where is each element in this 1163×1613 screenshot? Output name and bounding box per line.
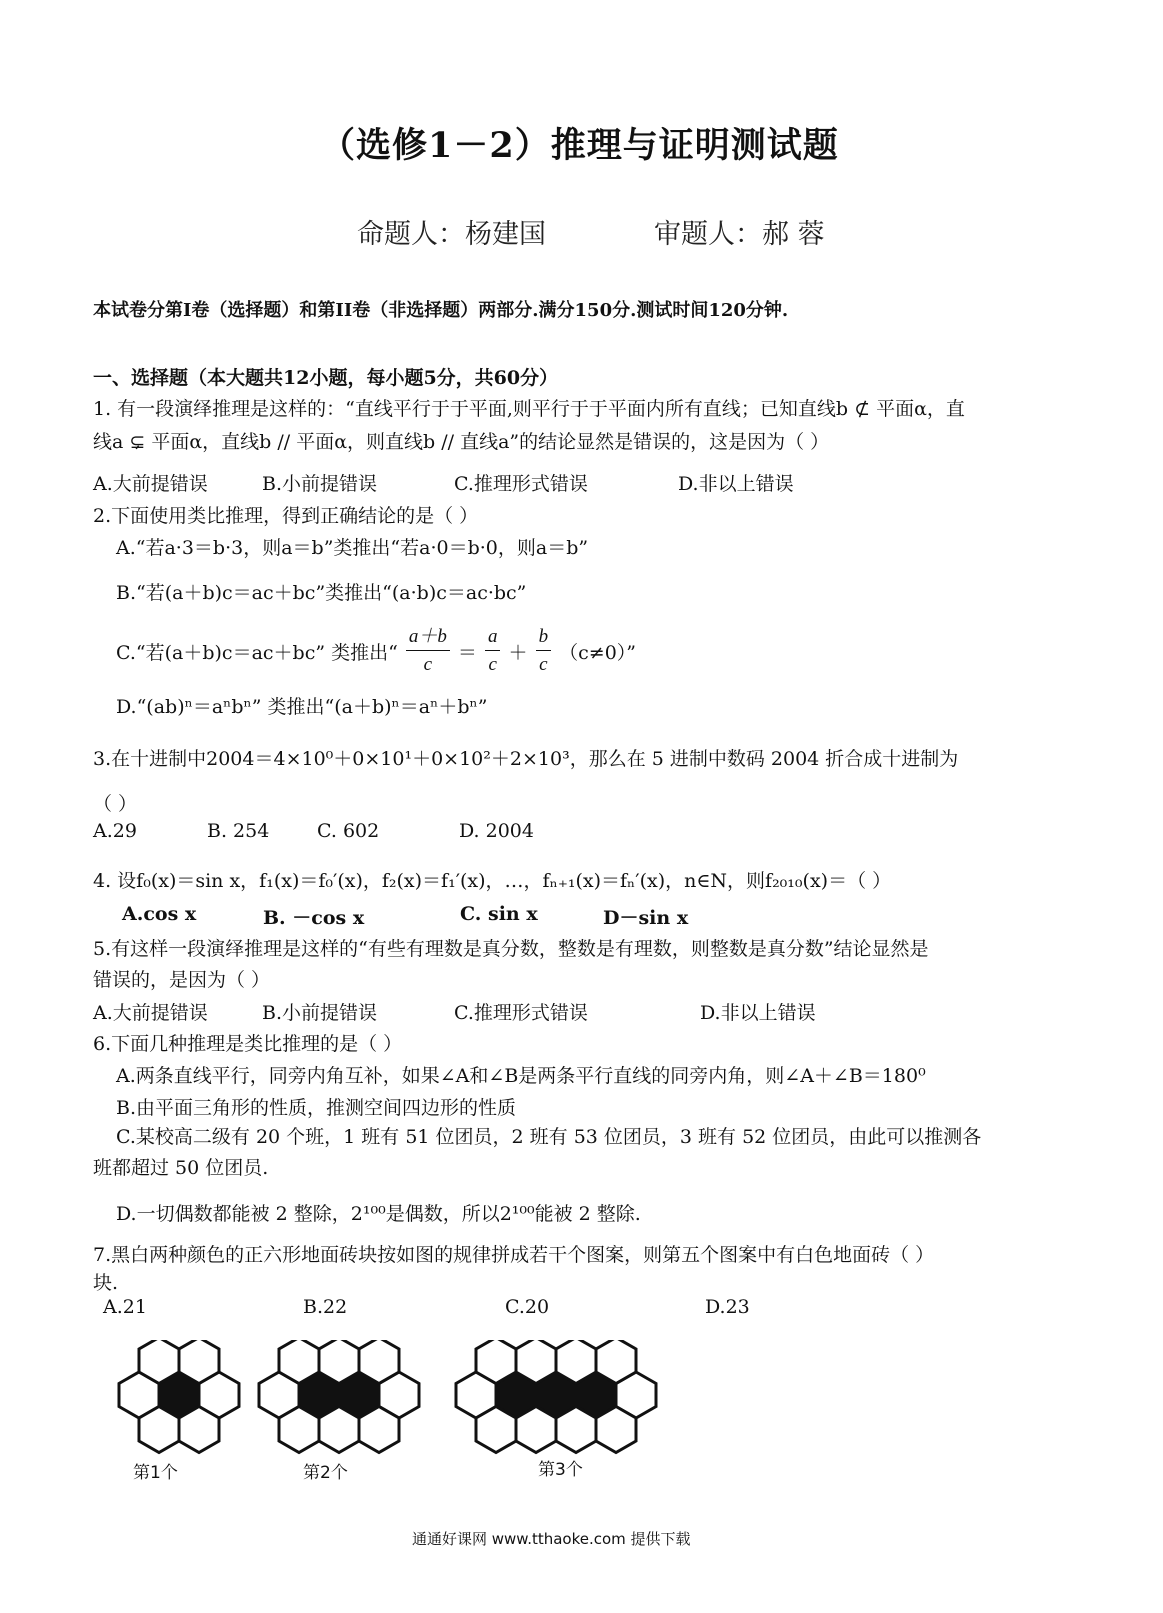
q2-c-prefix: C.“若(a＋b)c＝ac＋bc” 类推出“: [116, 642, 398, 664]
q2-c-suffix: （c≠0）”: [559, 642, 637, 664]
q7-line1: 7.黑白两种颜色的正六形地面砖块按如图的规律拼成若干个图案，则第五个图案中有白色地面砖（ ）: [93, 1244, 935, 1266]
q6-option-c-line1: C.某校高二级有 20 个班，1 班有 51 位团员，2 班有 53 位团员，3 班有 52 位团员，由此可以推测各: [116, 1126, 982, 1148]
section-heading: 一、选择题（本大题共12小题，每小题5分，共60分）: [93, 367, 559, 389]
white-hexagon-tile: [179, 1340, 219, 1384]
q7-option-a: A.21: [103, 1296, 147, 1318]
plus-sign: ＋: [508, 642, 528, 664]
q3-option-d: D. 2004: [459, 820, 534, 842]
q4-stem: 4. 设f₀(x)＝sin x，f₁(x)＝f₀′(x)，f₂(x)＝f₁′(x)，…，fₙ₊₁(x)＝fₙ′(x)，n∈N，则f₂₀₁₀(x)＝（ ）: [93, 870, 892, 892]
q4-option-c: C. sin x: [460, 903, 538, 925]
white-hexagon-tile: [319, 1340, 359, 1384]
white-hexagon-tile: [139, 1407, 179, 1453]
q1-option-d: D.非以上错误: [678, 473, 794, 495]
q6-option-c-line2: 班都超过 50 位团员.: [93, 1157, 269, 1179]
q6-stem: 6.下面几种推理是类比推理的是（ ）: [93, 1033, 403, 1055]
figure-caption-3: 第3个: [538, 1460, 583, 1480]
q3-option-c: C. 602: [317, 820, 380, 842]
q1-line1: 1. 有一段演绎推理是这样的：“直线平行于于平面,则平行于于平面内所有直线；已知直线b ⊄ 平面α，直: [93, 398, 965, 420]
q2-stem: 2.下面使用类比推理，得到正确结论的是（ ）: [93, 505, 479, 527]
reviewer-name: 审题人：郝 蓉: [654, 219, 825, 250]
q7-line2: 块.: [93, 1272, 119, 1294]
fraction-denominator: c: [488, 654, 497, 675]
q6-option-a: A.两条直线平行，同旁内角互补，如果∠A和∠B是两条平行直线的同旁内角，则∠A＋∠B＝180⁰: [116, 1065, 926, 1087]
equals-sign: ＝: [457, 642, 477, 664]
white-hexagon-tile: [179, 1407, 219, 1453]
fraction-numerator: a: [485, 624, 501, 651]
q1-line2: 线a ⊊ 平面α，直线b // 平面α，则直线b // 直线a”的结论显然是错误的，这是因为（ ）: [93, 431, 830, 453]
q1-option-c: C.推理形式错误: [454, 473, 588, 495]
fraction-denominator: c: [539, 654, 548, 675]
white-hexagon-tile: [476, 1407, 516, 1453]
tile-pattern-2: [259, 1340, 419, 1453]
q7-option-c: C.20: [505, 1296, 550, 1318]
page-footer: 通通好课网 www.tthaoke.com 提供下载: [412, 1530, 691, 1548]
q5-line2: 错误的，是因为（ ）: [93, 969, 271, 991]
white-hexagon-tile: [516, 1407, 556, 1453]
fraction: [406, 624, 450, 679]
white-hexagon-tile: [139, 1340, 179, 1384]
hexagon-tile-figures: [95, 1340, 695, 1490]
white-hexagon-tile: [596, 1340, 636, 1384]
tile-pattern-1: [119, 1340, 239, 1453]
tile-pattern-3: [456, 1340, 656, 1453]
white-hexagon-tile: [516, 1340, 556, 1384]
white-hexagon-tile: [279, 1340, 319, 1384]
q6-option-b: B.由平面三角形的性质，推测空间四边形的性质: [116, 1097, 517, 1119]
q5-option-b: B.小前提错误: [262, 1002, 378, 1024]
page-title: （选修1－2）推理与证明测试题: [320, 125, 839, 166]
white-hexagon-tile: [556, 1407, 596, 1453]
q1-option-b: B.小前提错误: [262, 473, 378, 495]
q5-option-a: A.大前提错误: [93, 1002, 208, 1024]
q3-line1: 3.在十进制中2004＝4×10⁰＋0×10¹＋0×10²＋2×10³，那么在 5 进制中数码 2004 折合成十进制为: [93, 748, 959, 770]
q4-option-a: A.cos x: [122, 903, 197, 925]
q3-line2: （ ）: [93, 793, 138, 815]
q1-option-a: A.大前提错误: [93, 473, 208, 495]
fraction-numerator: a＋b: [406, 624, 450, 651]
fraction: [485, 624, 501, 679]
white-hexagon-tile: [319, 1407, 359, 1453]
fraction: [536, 624, 552, 679]
fraction-numerator: b: [536, 624, 552, 651]
q4-option-d: D－sin x: [603, 907, 689, 929]
white-hexagon-tile: [359, 1407, 399, 1453]
q5-line1: 5.有这样一段演绎推理是这样的“有些有理数是真分数，整数是有理数，则整数是真分数”结论显然是: [93, 938, 929, 960]
white-hexagon-tile: [279, 1407, 319, 1453]
q2-option-a: A.“若a·3＝b·3，则a＝b”类推出“若a·0＝b·0，则a＝b”: [116, 537, 589, 559]
q6-option-d: D.一切偶数都能被 2 整除，2¹⁰⁰是偶数，所以2¹⁰⁰能被 2 整除.: [116, 1203, 641, 1225]
exam-intro: 本试卷分第I卷（选择题）和第II卷（非选择题）两部分.满分150分.测试时间120分钟.: [93, 300, 789, 321]
q2-option-d: D.“(ab)ⁿ＝aⁿbⁿ” 类推出“(a＋b)ⁿ＝aⁿ＋bⁿ”: [116, 696, 488, 718]
figure-caption-1: 第1个: [133, 1463, 178, 1483]
q7-option-d: D.23: [705, 1296, 750, 1318]
white-hexagon-tile: [596, 1407, 636, 1453]
q5-option-d: D.非以上错误: [700, 1002, 816, 1024]
fraction-denominator: c: [423, 654, 433, 675]
white-hexagon-tile: [359, 1340, 399, 1384]
white-hexagon-tile: [556, 1340, 596, 1384]
white-hexagon-tile: [476, 1340, 516, 1384]
q4-option-b: B. －cos x: [263, 907, 365, 929]
setter-name: 命题人：杨建国: [357, 219, 546, 250]
q3-option-a: A.29: [93, 820, 137, 842]
q5-option-c: C.推理形式错误: [454, 1002, 588, 1024]
q3-option-b: B. 254: [207, 820, 270, 842]
q2-option-b: B.“若(a＋b)c＝ac＋bc”类推出“(a·b)c＝ac·bc”: [116, 582, 527, 604]
q2-option-c: [116, 624, 636, 679]
figure-caption-2: 第2个: [303, 1463, 348, 1483]
q7-option-b: B.22: [303, 1296, 348, 1318]
